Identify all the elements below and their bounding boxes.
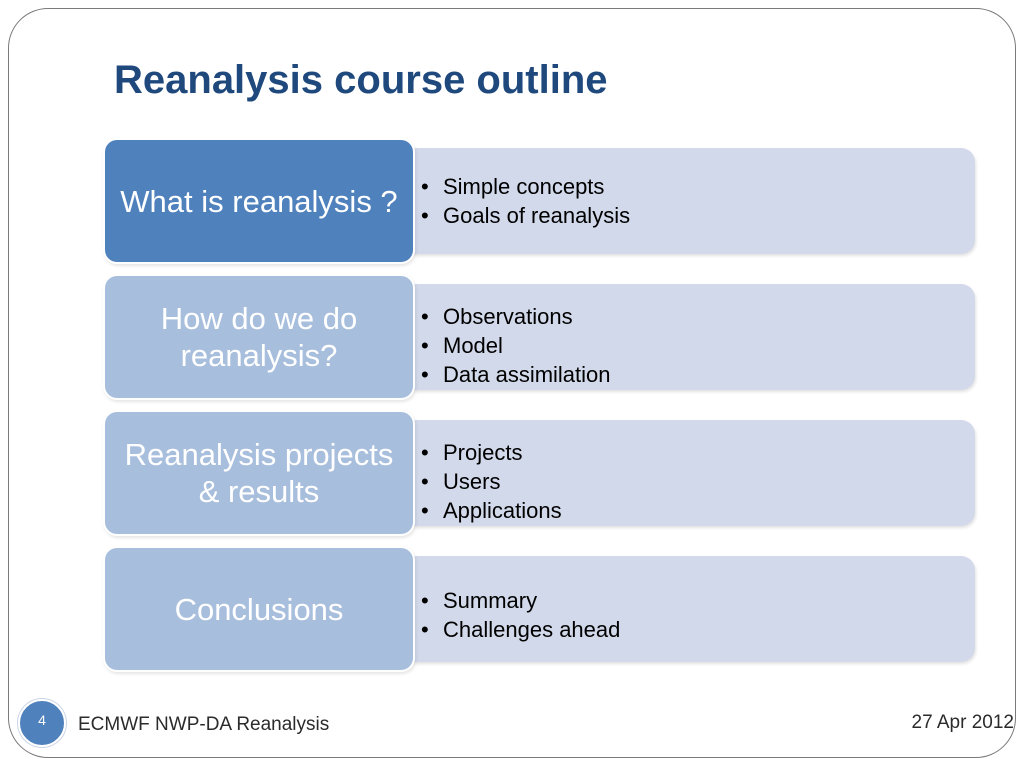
slide-title: Reanalysis course outline bbox=[114, 58, 608, 102]
bullet-item: • Observations bbox=[421, 302, 611, 331]
bullet-item: • Challenges ahead bbox=[421, 615, 620, 644]
outline-label: What is reanalysis ? bbox=[120, 183, 398, 219]
bullet-item: • Goals of reanalysis bbox=[421, 201, 630, 230]
bullet-list bbox=[421, 302, 611, 389]
outline-row bbox=[103, 546, 975, 674]
outline-label-box bbox=[103, 546, 415, 672]
outline-label: How do we do reanalysis? bbox=[160, 301, 358, 373]
outline-row bbox=[103, 138, 975, 266]
outline-row bbox=[103, 410, 975, 538]
outline-row bbox=[103, 274, 975, 402]
outline-label: Conclusions bbox=[174, 591, 344, 627]
bullet-item: • Applications bbox=[421, 496, 562, 525]
outline-content-box bbox=[403, 284, 975, 390]
bullet-item: • Data assimilation bbox=[421, 360, 611, 389]
bullet-item: • Summary bbox=[421, 586, 620, 615]
bullet-item: • Projects bbox=[421, 438, 562, 467]
outline-label: Reanalysis projects & results bbox=[124, 437, 394, 509]
outline-content-box bbox=[403, 148, 975, 254]
footer-date: 27 Apr 2012 bbox=[911, 712, 1014, 733]
bullet-list bbox=[421, 586, 620, 644]
outline-content-box bbox=[403, 420, 975, 526]
page-number-badge bbox=[18, 699, 66, 747]
bullet-item: • Users bbox=[421, 467, 562, 496]
outline-content-box bbox=[403, 556, 975, 662]
bullet-list bbox=[421, 172, 630, 230]
bullet-list bbox=[421, 438, 562, 525]
page-number: 4 bbox=[38, 712, 46, 728]
outline-label-box bbox=[103, 274, 415, 400]
outline-label-box bbox=[103, 410, 415, 536]
footer-presentation-title: ECMWF NWP-DA Reanalysis bbox=[78, 714, 330, 735]
bullet-item: • Model bbox=[421, 331, 611, 360]
outline-label-box bbox=[103, 138, 415, 264]
bullet-item: • Simple concepts bbox=[421, 172, 630, 201]
